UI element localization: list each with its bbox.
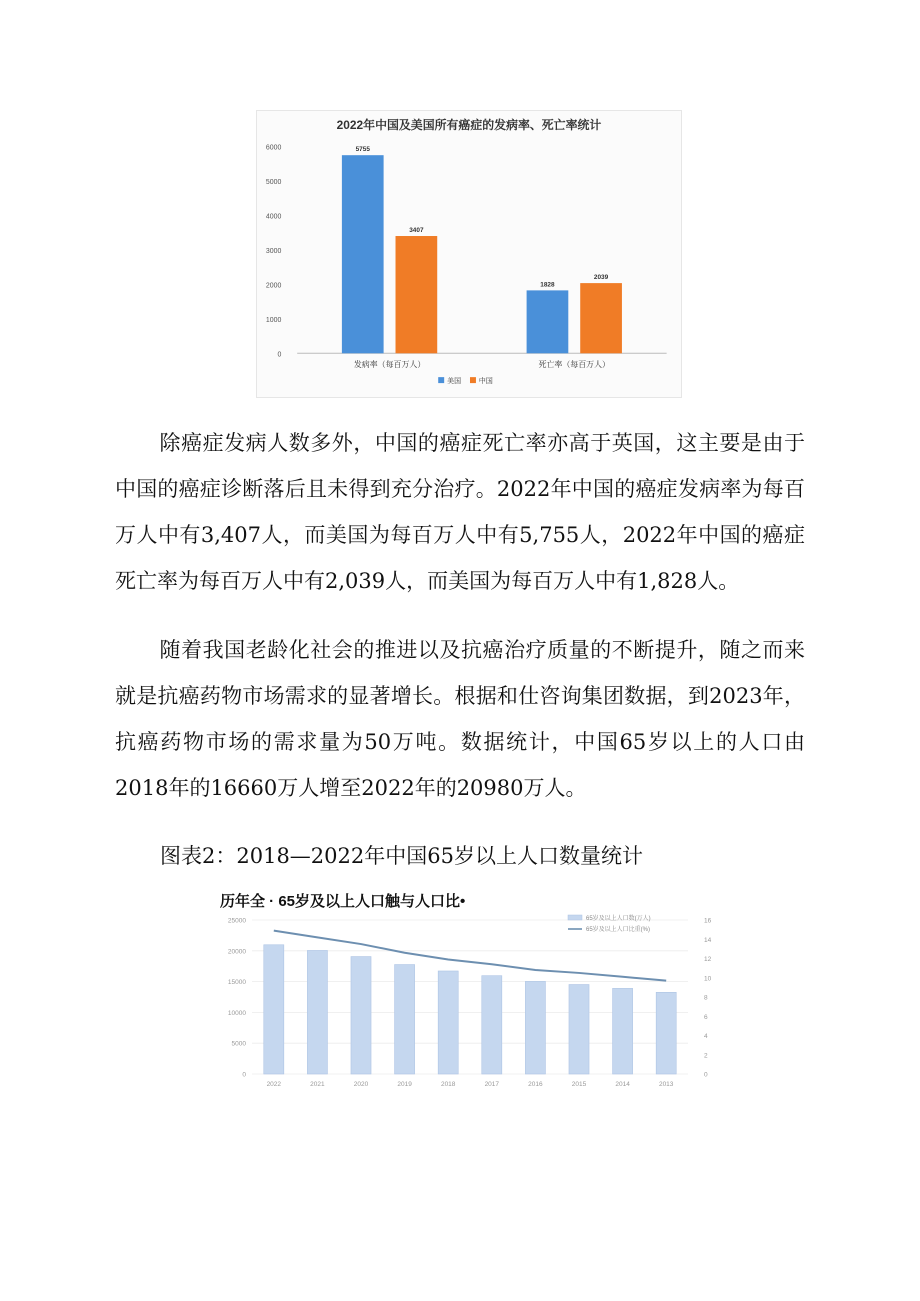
cancer-rate-chart-svg: [257, 111, 681, 397]
population-bar: [482, 976, 502, 1074]
population-bar: [656, 992, 676, 1074]
bar-usa: [342, 155, 384, 353]
y-tick-label-right: 6: [704, 1013, 708, 1021]
y-tick-label-left: 15000: [227, 979, 246, 987]
y-tick-label-left: 5000: [231, 1040, 246, 1048]
x-tick-label: 死亡率（每百万人）: [538, 360, 610, 370]
chart-title: 历年全 · 65岁及以上人口触与人口比•: [220, 893, 466, 910]
x-tick-label: 2017: [484, 1081, 500, 1088]
population-bar: [395, 965, 415, 1074]
y-tick-label: 5000: [265, 179, 282, 187]
y-tick-label-right: 0: [704, 1071, 708, 1079]
paragraph-cancer-rates: [115, 420, 805, 604]
bar-usa: [527, 290, 569, 353]
y-tick-label-right: 4: [704, 1033, 708, 1040]
y-tick-label-right: 8: [704, 994, 708, 1002]
population-bar: [525, 981, 545, 1074]
y-tick-label-right: 12: [704, 956, 712, 963]
data-label: 2039: [593, 274, 609, 282]
x-tick-label: 2021: [310, 1081, 325, 1088]
y-tick-label-left: 25000: [227, 917, 246, 925]
y-tick-label-right: 2: [704, 1052, 708, 1060]
legend-label: 中国: [478, 378, 493, 386]
legend-label: 65岁及以上人口比重(%): [586, 927, 651, 933]
figure-caption: 图表2：2018—2022年中国65岁以上人口数量统计: [160, 844, 643, 868]
y-tick-label-left: 0: [242, 1071, 246, 1079]
population-bar: [351, 957, 371, 1074]
population-bar: [307, 950, 327, 1074]
legend-swatch: [568, 915, 582, 920]
population-bar: [613, 988, 633, 1074]
x-tick-label: 2019: [397, 1081, 412, 1088]
paragraph-drug-demand: [115, 627, 805, 811]
x-tick-label: 2018: [440, 1081, 456, 1088]
y-tick-label: 0: [277, 351, 282, 359]
y-tick-label-right: 10: [704, 975, 712, 983]
x-tick-label: 2022: [266, 1081, 282, 1088]
elderly-population-chart-svg: [218, 888, 718, 1100]
bar-china: [580, 283, 622, 353]
population-bar: [569, 985, 589, 1074]
x-tick-label: 发病率（每百万人）: [353, 360, 426, 370]
bar-china: [396, 236, 438, 353]
y-tick-label: 2000: [265, 282, 282, 290]
cancer-rate-chart: [256, 110, 682, 398]
population-bar: [438, 971, 458, 1074]
y-tick-label: 4000: [265, 213, 282, 221]
x-tick-label: 2014: [615, 1081, 630, 1088]
ratio-line: [274, 931, 666, 981]
legend-label: 65岁及以上人口数(万人): [586, 916, 651, 922]
elderly-population-chart: [218, 888, 718, 1100]
y-tick-label-left: 10000: [227, 1009, 246, 1017]
legend-swatch: [470, 377, 476, 383]
paragraph-text: 随着我国老龄化社会的推进以及抗癌治疗质量的不断提升，随之而来就是抗癌药物市场需求的显著增长。根据和仕咨询集团数据，到2023年，抗癌药物市场的需求量为50万吨。数据统计，中国65岁以上的人口由2018年的16660万人增至2022年的20980万人。: [115, 638, 805, 800]
data-label: 3407: [409, 227, 424, 235]
y-tick-label: 6000: [265, 144, 282, 152]
y-tick-label-right: 14: [704, 936, 712, 944]
y-tick-label: 1000: [265, 316, 282, 324]
x-tick-label: 2013: [658, 1081, 674, 1088]
data-label: 5755: [355, 146, 370, 154]
data-label: 1828: [540, 281, 555, 289]
x-tick-label: 2016: [528, 1081, 543, 1088]
x-tick-label: 2015: [571, 1081, 587, 1088]
legend-swatch: [438, 377, 444, 383]
population-bar: [264, 945, 284, 1074]
chart-title: 2022年中国及美国所有癌症的发病率、死亡率统计: [336, 117, 602, 132]
legend-label: 美国: [447, 378, 462, 386]
y-tick-label-left: 20000: [227, 948, 246, 956]
paragraph-text: 除癌症发病人数多外，中国的癌症死亡率亦高于英国，这主要是由于中国的癌症诊断落后且未得到充分治疗。2022年中国的癌症发病率为每百万人中有3,407人，而美国为每百万人中有5,755人，2022年中国的癌症死亡率为每百万人中有2,039人，而美国为每百万人中有1,828人。: [115, 431, 805, 593]
x-tick-label: 2020: [353, 1081, 369, 1088]
y-tick-label: 3000: [265, 248, 282, 256]
y-tick-label-right: 16: [704, 917, 712, 925]
